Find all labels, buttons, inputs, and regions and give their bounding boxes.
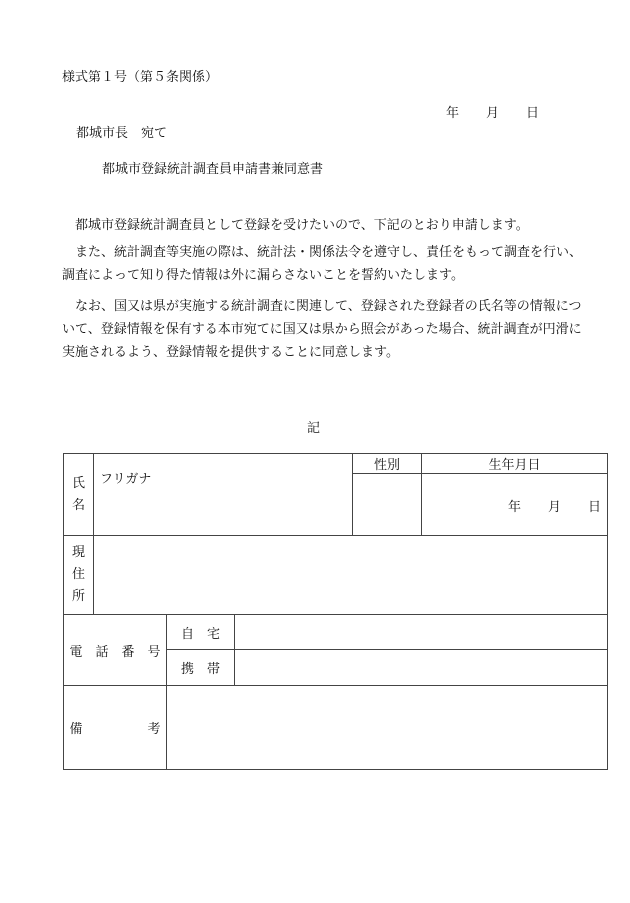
furigana-label: フリガナ	[100, 472, 152, 487]
mobile-phone-input[interactable]	[235, 650, 608, 686]
home-phone-label: 自 宅	[180, 626, 220, 642]
phone-label-cell	[64, 615, 167, 686]
paragraph-1: 都城市登録統計調査員として登録を受けたいので、下記のとおり申請します。	[75, 218, 529, 233]
birth-month-label: 月	[548, 500, 562, 515]
date-month-label: 月	[486, 106, 500, 121]
paragraph-3: なお、国又は県が実施する統計調査に関連して、登録された登録者の氏名等の情報について、登録情報を保有する本市宛てに国又は県から照会があった場合、統計調査が円滑に実施されるよう、登録情報を提供することに同意します。	[62, 299, 582, 360]
gender-label: 性別	[374, 458, 401, 473]
birthdate-input-cell[interactable]	[422, 474, 608, 536]
name-label-char-1: 氏	[71, 475, 85, 491]
ki-heading: 記	[307, 421, 321, 436]
mobile-phone-label: 携 帯	[180, 662, 220, 677]
document-title: 都城市登録統計調査員申請書兼同意書	[102, 162, 324, 177]
remarks-input[interactable]	[167, 686, 608, 770]
address-label-char-3: 所	[71, 589, 85, 604]
gender-label-cell	[353, 454, 422, 474]
address-label-cell	[64, 536, 94, 615]
remarks-label-cell	[64, 686, 167, 770]
address-label-char-2: 住	[71, 567, 85, 582]
birth-year-label: 年	[508, 500, 522, 515]
gender-input-cell[interactable]	[353, 474, 422, 536]
addressee: 都城市長 宛て	[76, 126, 168, 141]
registration-table	[63, 453, 608, 770]
address-input-cell[interactable]	[94, 536, 608, 615]
birth-day-label: 日	[588, 500, 602, 515]
birthdate-label-cell	[422, 454, 608, 474]
paragraph-2: また、統計調査等実施の際は、統計法・関係法令を遵守し、責任をもって調査を行い、調査によって知り得た情報は外に漏らさないことを誓約いたします。	[62, 245, 583, 283]
remarks-label: 備 考	[69, 722, 161, 737]
home-label-cell	[167, 615, 235, 650]
home-phone-input[interactable]	[235, 615, 608, 650]
name-input-cell[interactable]	[94, 454, 353, 536]
name-label-char-2: 名	[71, 497, 85, 513]
date-year-label: 年	[446, 106, 460, 121]
date-day-label: 日	[526, 106, 540, 121]
birthdate-label: 生年月日	[488, 458, 541, 473]
mobile-label-cell	[167, 650, 235, 686]
name-label-cell	[64, 454, 94, 536]
phone-label: 電 話 番 号	[69, 644, 161, 660]
address-label-char-1: 現	[71, 545, 85, 560]
form-number: 様式第１号（第５条関係）	[62, 70, 219, 85]
